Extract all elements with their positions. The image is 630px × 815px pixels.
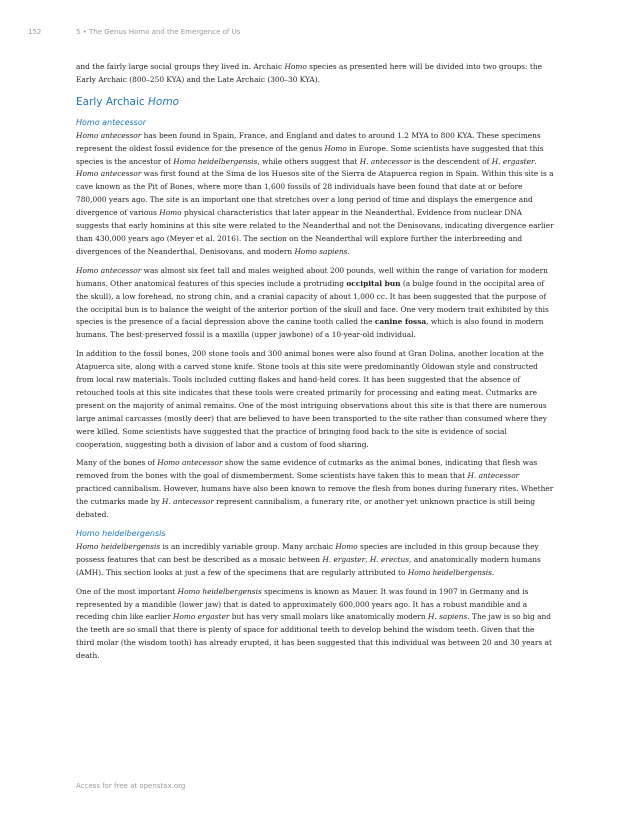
body-paragraph: [76, 586, 554, 663]
text-run: was first found at the Sima de los Huesos site of the Sierra de Atapuerca region in Spain. Within this site is a cave known as the Pit of Bones, where more than 1,600 fossils of 28 individuals have been found that date at or before 780,000 years ago. The site is an important one that stretches over a long period of time and displays the emergence and divergence of various: [76, 169, 554, 218]
text-run: species as presented here will be divided into two groups: the Early Archaic (800–250 KYA) and the Late Archaic (300–30 KYA).: [76, 62, 542, 84]
text-run: , and anatomically modern humans (AMH). This section looks at just a few of the specimens that are regularly attributed to: [76, 554, 541, 577]
text-run: One of the most important: [76, 586, 178, 596]
text-run: is the descendent of: [411, 156, 492, 166]
text-run: physical characteristics that later appear in the Neanderthal. Evidence from nuclear DNA suggests that early hominins at this site were related to the Neanderthal and not the Denisovans, indicating divergence earlier than 430,000 years ago (Meyer et al. 2016). The section on the Neanderthal will explore further the interbreeding and divergences of the Neanderthal, Denisovans, and modern: [76, 208, 554, 256]
italic-text: Homo heidelbergensis: [76, 541, 161, 551]
italic-text: Homo sapiens: [294, 246, 348, 256]
italic-text: Homo: [324, 143, 347, 153]
text-run: and the fairly large social groups they lived in. Archaic: [76, 62, 285, 71]
intro-paragraph: [76, 61, 554, 87]
body-paragraph: [76, 348, 554, 451]
italic-text: H. ergaster: [322, 554, 366, 564]
page-number: 152: [28, 28, 42, 36]
text-run: .: [534, 156, 537, 166]
text-run: .: [347, 246, 350, 256]
italic-text: Homo heidelbergensis: [177, 586, 262, 596]
italic-text: Homo heidelbergensis: [173, 156, 258, 166]
body-paragraph: [76, 265, 554, 342]
italic-text: H. sapiens: [427, 612, 468, 622]
text-run: . The jaw is so big and the teeth are so small that there is plenty of space for additional teeth to develop behind the wisdom teeth. Given that the third molar (the wisdom tooth) has already erupted, it has been suggested that this individual was between 20 and 30 years at death.: [76, 612, 552, 661]
italic-text: Homo antecessor: [76, 265, 142, 275]
body-paragraph: [76, 541, 554, 580]
section-title-italic: Homo: [148, 95, 179, 108]
text-run: specimens is known as Mauer. It was found in 1907 in Germany and is represented by a mandible (lower jaw) that is dated to approximately 600,000 years ago. It has a robust mandible and a receding chin like earlier: [76, 586, 529, 622]
subsections: [76, 117, 554, 663]
italic-text: Homo antecessor: [76, 130, 142, 140]
subsection-heading: Homo antecessor: [76, 117, 147, 127]
text-run: .: [491, 567, 495, 577]
page-content: [76, 61, 554, 669]
text-run: species are included in this group because they possess features that can best be described as a mosaic between: [76, 541, 539, 564]
text-run: was almost six feet tall and males weighed about 200 pounds, well within the range of variation for modern humans. Other anatomical features of this species include a protruding: [76, 265, 548, 288]
italic-text: Homo antecessor: [76, 169, 142, 179]
italic-text: Homo antecessor: [157, 458, 223, 468]
italic-text: H. ergaster: [491, 156, 535, 166]
italic-text: Homo: [284, 62, 307, 71]
bold-term: occipital bun: [346, 278, 401, 288]
text-run: , while others suggest that: [257, 156, 360, 166]
text-run: Many of the bones of: [76, 458, 158, 468]
italic-text: H. antecessor: [162, 497, 214, 507]
italic-text: H. antecessor: [359, 156, 412, 166]
italic-text: Homo: [159, 208, 182, 218]
text-run: (a bulge found in the occipital area of the skull), a low forehead, no strong chin, and a cranial capacity of about 1,000 cc. It has been suggested that the purpose of the occipital bun is to balance the weight of the anterior portion of the skull and face. One very modern trait exhibited by this species is the presence of a facial depression above the canine tooth called the: [76, 278, 549, 327]
italic-text: H. antecessor: [467, 471, 520, 481]
body-paragraph: [76, 130, 554, 259]
text-run: show the same evidence of cutmarks as the animal bones, indicating that flesh was removed from the bones with the goal of dismemberment. Some scientists have taken this to mean that: [76, 458, 538, 481]
section-title-plain: Early Archaic: [76, 95, 149, 108]
italic-text: Homo heidelbergensis: [407, 567, 492, 577]
footer-link[interactable]: Access for free at openstax.org: [76, 782, 186, 790]
section-title: [76, 95, 554, 109]
text-run: but has very small molars like anatomically modern: [229, 612, 428, 622]
text-run: practiced cannibalism. However, humans have also been known to remove the flesh from bones during funerary rites. Whether the cutmarks made by: [76, 484, 554, 507]
text-run: , which is also found in modern humans. The best-preserved fossil is a maxilla (upper jawbone) of a 10-year-old individual.: [76, 317, 544, 340]
text-run: represent cannibalism, a funerary rite, or another yet unknown practice is still being debated.: [76, 497, 536, 520]
text-run: in Europe. Some scientists have suggested that this species is the ancestor of: [76, 143, 544, 166]
italic-text: Homo ergaster: [172, 612, 230, 622]
bold-term: canine fossa: [374, 317, 427, 327]
body-paragraph: [76, 457, 554, 522]
chapter-title: 5 • The Genus Homo and the Emergence of Us: [76, 28, 241, 36]
page-header: [0, 28, 630, 42]
italic-text: Homo: [335, 541, 358, 551]
text-run: is an incredibly variable group. Many archaic: [160, 541, 336, 551]
italic-text: H. erectus: [369, 554, 409, 564]
text-run: In addition to the fossil bones, 200 stone tools and 300 animal bones were also found at Gran Dolina, another location at the Atapuerca site, along with a carved stone knife. Stone tools at this site were predominantly Oldowan style and constructed from local raw materials. Tools included cutting flakes and hand-held cores. It has been suggested that the absence of retouched tools at this site indicates that these tools were created primarily for processing and eating meat. Cutmarks are present on the majority of animal remains. One of the most intriguing observations about this site is that there are numerous large animal carcasses (mostly deer) that are believed to have been transported to the site rather than consumed where they were killed. Some scientists have suggested that the practice of bringing food back to the site is evidence of social cooperation, suggesting both a division of labor and a custom of food sharing.: [76, 349, 547, 449]
subsection-heading: Homo heidelbergensis: [76, 529, 166, 538]
text-run: has been found in Spain, France, and England and dates to around 1.2 MYA to 800 KYA. These specimens represent the oldest fossil evidence for the presence of the genus: [76, 130, 541, 153]
text-run: ,: [365, 554, 370, 564]
